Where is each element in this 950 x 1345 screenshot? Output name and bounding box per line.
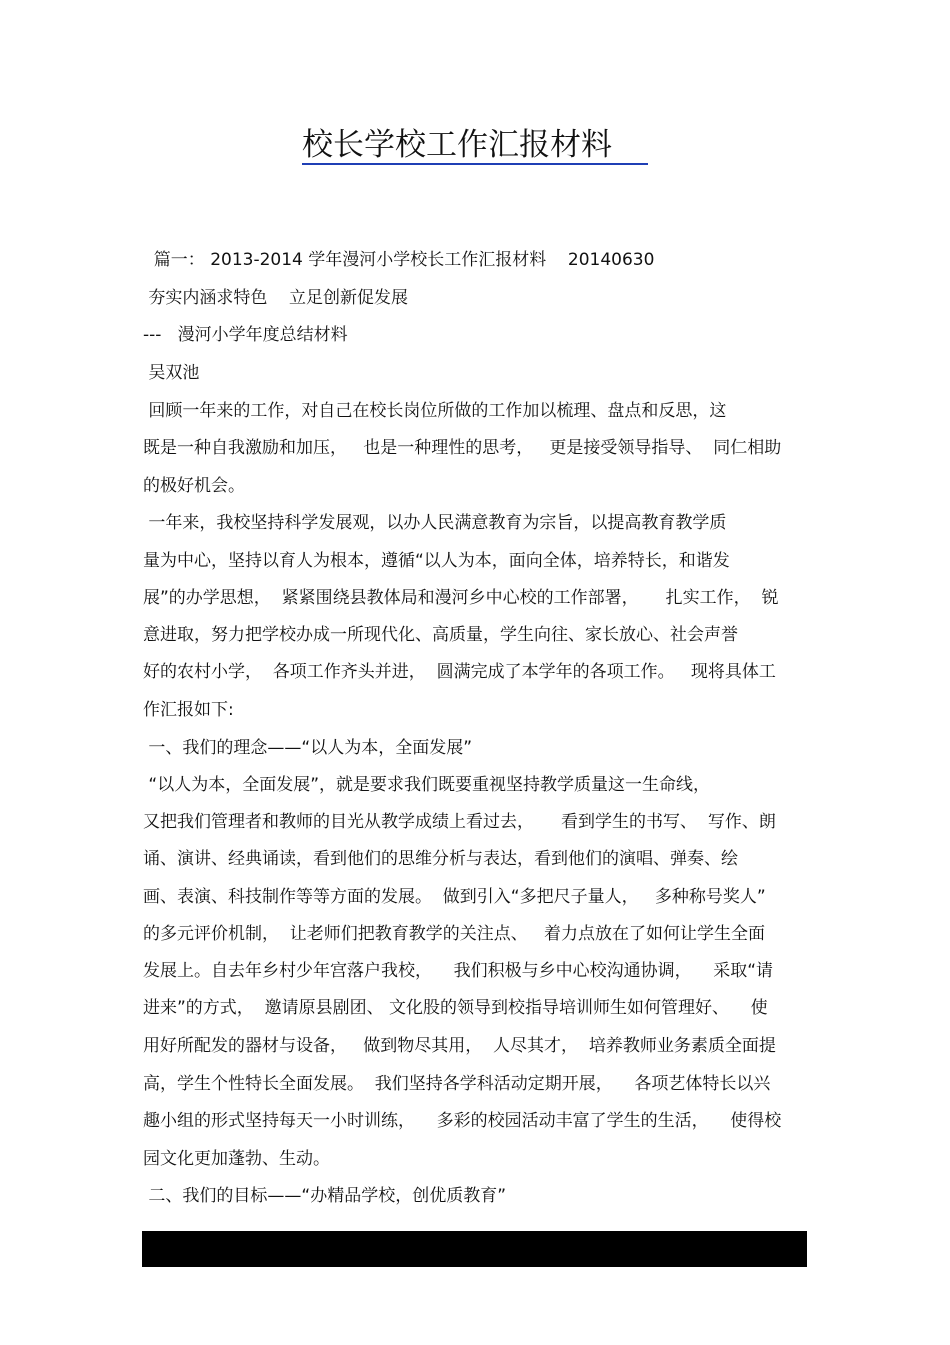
line-21: 进来”的方式， 邀请原县剧团、 文化股的领导到校指导培训师生如何管理好、 使 (143, 998, 768, 1018)
line-12: 好的农村小学， 各项工作齐头并进， 圆满完成了本学年的各项工作。 现将具体工 (143, 662, 776, 682)
document-title (0, 126, 950, 165)
line-9: 量为中心，坚持以育人为根本，遵循“以人为本，面向全体，培养特长，和谐发 (143, 551, 730, 571)
line-19: 的多元评价机制， 让老师们把教育教学的关注点、 着力点放在了如何让学生全面 (143, 924, 766, 944)
line-24: 趣小组的形式坚持每天一小时训练， 多彩的校园活动丰富了学生的生活， 使得校 (143, 1111, 782, 1131)
section-heading-1: 一、我们的理念——“以人为本，全面发展” (143, 738, 473, 758)
line-16: 又把我们管理者和教师的目光从教学成绩上看过去， 看到学生的书写、 写作、朗 (143, 812, 776, 832)
line-20: 发展上。自去年乡村少年宫落户我校， 我们积极与乡中心校沟通协调， 采取“请 (143, 961, 774, 981)
line-18: 画、表演、科技制作等等方面的发展。 做到引入“多把尺子量人， 多种称号奖人” (143, 887, 766, 907)
line-25: 园文化更加蓬勃、生动。 (143, 1149, 330, 1169)
line-7: 的极好机会。 (143, 476, 245, 496)
line-8: 一年来，我校坚持科学发展观，以办人民满意教育为宗旨，以提高教育教学质 (143, 513, 727, 533)
line-6: 既是一种自我激励和加压， 也是一种理性的思考， 更是接受领导指导、 同仁相助 (143, 438, 782, 458)
line-17: 诵、演讲、经典诵读，看到他们的思维分析与表达，看到他们的演唱、弹奏、绘 (143, 849, 738, 869)
document-title-text: 校长学校工作汇报材料 (302, 127, 648, 165)
line-13: 作汇报如下: (143, 700, 234, 720)
line-1: 篇一： 2013-2014 学年漫河小学校长工作汇报材料 20140630 (143, 250, 655, 270)
line-5: 回顾一年来的工作，对自己在校长岗位所做的工作加以梳理、盘点和反思，这 (143, 401, 727, 421)
line-23: 高，学生个性特长全面发展。 我们坚持各学科活动定期开展， 各项艺体特长以兴 (143, 1074, 771, 1094)
line-10: 展”的办学思想， 紧紧围绕县教体局和漫河乡中心校的工作部署， 扎实工作， 锐 (143, 588, 779, 608)
line-4: 吴双池 (143, 363, 200, 383)
section-heading-2: 二、我们的目标——“办精品学校，创优质教育” (143, 1186, 507, 1206)
line-22: 用好所配发的器材与设备， 做到物尽其用， 人尽其才， 培养教师业务素质全面提 (143, 1036, 776, 1056)
line-15: “以人为本，全面发展”，就是要求我们既要重视坚持教学质量这一生命线， (143, 775, 711, 795)
line-11: 意进取，努力把学校办成一所现代化、高质量，学生向往、家长放心、社会声誉 (143, 625, 738, 645)
line-3: --- 漫河小学年度总结材料 (143, 325, 348, 345)
line-2: 夯实内涵求特色 立足创新促发展 (143, 288, 409, 308)
redaction-bar (142, 1231, 807, 1267)
